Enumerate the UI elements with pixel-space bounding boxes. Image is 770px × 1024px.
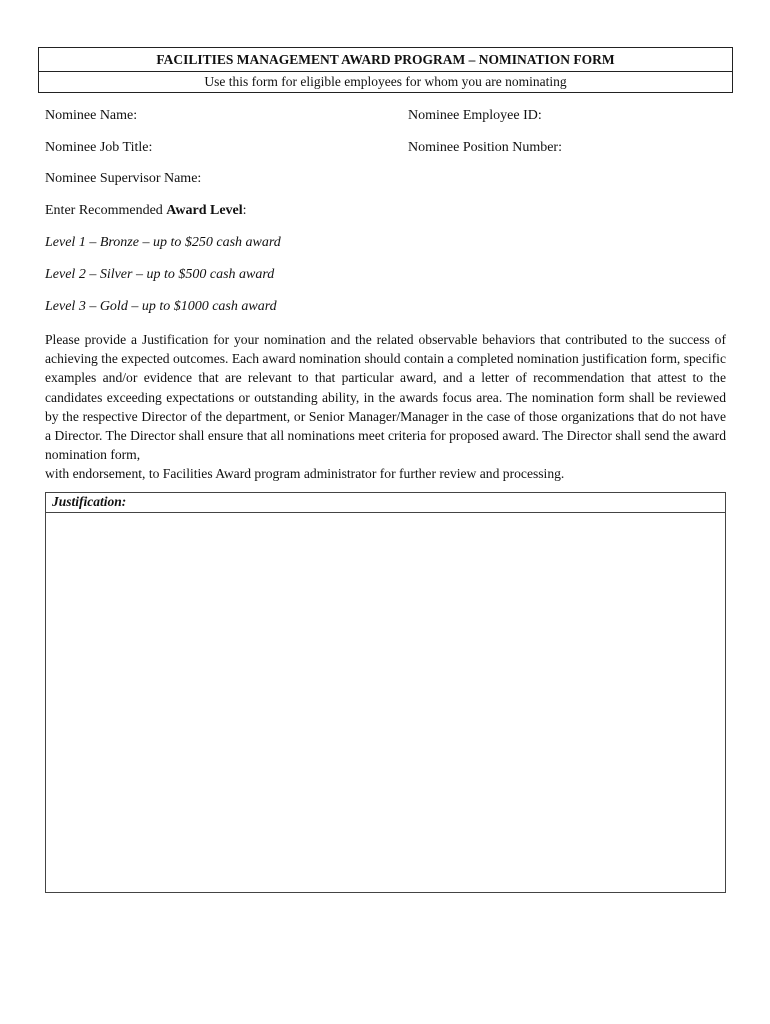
form-header xyxy=(38,47,733,93)
justification-box xyxy=(45,492,726,893)
level-silver-option: Level 2 – Silver – up to $500 cash award xyxy=(45,267,275,282)
award-level-prefix: Enter Recommended xyxy=(45,203,167,218)
nominee-supervisor-name-field[interactable]: Nominee Supervisor Name: xyxy=(45,171,202,186)
justification-text-area[interactable] xyxy=(46,513,725,892)
instructions-paragraph xyxy=(45,330,726,484)
award-level-suffix: : xyxy=(242,203,247,218)
award-level-field[interactable] xyxy=(45,202,247,220)
level-bronze-option: Level 1 – Bronze – up to $250 cash award xyxy=(45,235,281,250)
instructions-last-line: with endorsement, to Facilities Award program administrator for further review and processing. xyxy=(45,466,565,482)
nominee-employee-id-field[interactable]: Nominee Employee ID: xyxy=(408,108,542,123)
justification-label: Justification: xyxy=(46,493,725,513)
level-gold-option: Level 3 – Gold – up to $1000 cash award xyxy=(45,299,277,314)
form-subtitle: Use this form for eligible employees for whom you are nominating xyxy=(204,74,567,89)
nominee-job-title-field[interactable]: Nominee Job Title: xyxy=(45,140,153,155)
nominee-name-field[interactable]: Nominee Name: xyxy=(45,108,138,123)
award-level-label: Award Level xyxy=(166,203,243,218)
instructions-body: Please provide a Justification for your nomination and the related observable behaviors that contributed to the success of achieving the expected outcomes. Each award nomination should contain a completed nomination justification form, specific examples and/or evidence that are relevant to that particular award, and a letter of recommendation that attest to the candidates exceeding expectations or outstanding ability, in the awards focus area. The nomination form shall be reviewed by the respective Director of the department, or Senior Manager/Manager in the case of those organizations that do not have a Director. The Director shall ensure that all nominations meet criteria for proposed award. The Director shall send the award nomination form, xyxy=(45,332,726,463)
nominee-position-number-field[interactable]: Nominee Position Number: xyxy=(408,140,562,155)
form-title: FACILITIES MANAGEMENT AWARD PROGRAM – NOMINATION FORM xyxy=(39,48,732,72)
